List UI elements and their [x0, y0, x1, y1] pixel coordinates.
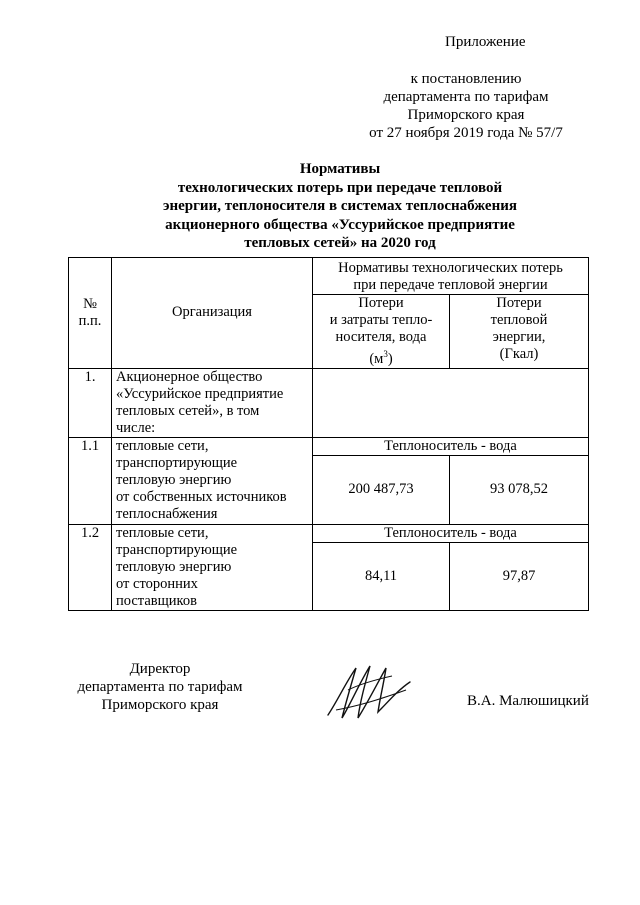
row-empty-values — [313, 368, 589, 437]
org-line: тепловые сети, — [116, 524, 209, 541]
header-number-line: № — [83, 295, 97, 312]
header-line: энергии, — [492, 329, 546, 345]
carrier-loss-value: 84,11 — [313, 543, 450, 611]
carrier-label: Теплоноситель - вода — [313, 437, 589, 455]
org-line: «Уссурийское предприятие — [116, 385, 284, 402]
table-header-row — [69, 258, 589, 295]
org-line: числе: — [116, 419, 156, 436]
header-norms-line: Нормативы технологических потерь — [338, 260, 563, 276]
signer-position-line: департамента по тарифам — [77, 679, 243, 695]
title-line: акционерного общества «Уссурийское предприятие — [165, 216, 515, 233]
document-title — [0, 160, 640, 253]
reference-line: Приморского края — [407, 107, 525, 123]
header-line: Потери — [496, 295, 542, 311]
title-line: Нормативы — [299, 161, 381, 177]
org-line: тепловую энергию — [116, 471, 232, 488]
handwritten-signature — [318, 660, 418, 725]
org-line: Акционерное общество — [116, 368, 263, 385]
org-line: теплоснабжения — [116, 505, 218, 522]
title-line: энергии, теплоносителя в системах теплоснабжения — [162, 198, 517, 214]
signer-position-line: Директор — [129, 661, 191, 677]
table-row — [69, 368, 589, 437]
header-heat-losses — [450, 295, 589, 369]
row-number: 1.2 — [69, 524, 112, 610]
heat-loss-value: 93 078,52 — [450, 455, 589, 524]
reference-line: к постановлению — [410, 71, 522, 87]
signer-name: В.А. Малюшицкий — [467, 693, 589, 709]
header-line: тепловой — [490, 312, 548, 328]
org-line: от собственных источников — [116, 488, 287, 505]
header-line: и затраты тепло- — [329, 312, 433, 328]
row-number: 1.1 — [69, 437, 112, 524]
header-number-line: п.п. — [78, 312, 102, 329]
appendix-label: Приложение — [445, 34, 526, 50]
resolution-reference — [336, 70, 596, 142]
reference-date-line: от 27 ноября 2019 года № 57/7 — [369, 125, 563, 141]
signer-position — [70, 660, 250, 714]
title-line: технологических потерь при передаче тепловой — [177, 179, 503, 196]
row-number: 1. — [69, 368, 112, 437]
header-carrier-losses — [313, 295, 450, 369]
row-organization — [112, 437, 313, 524]
row-organization — [112, 368, 313, 437]
header-norms-line: при передаче тепловой энергии — [353, 277, 548, 293]
header-unit: $(м^3)$ — [369, 349, 393, 367]
org-line: тепловых сетей», в том — [116, 402, 260, 419]
signer-position-line: Приморского края — [101, 697, 219, 713]
org-line: транспортирующие — [116, 454, 238, 471]
carrier-loss-value: 200 487,73 — [313, 455, 450, 524]
title-line: тепловых сетей» на 2020 год — [244, 235, 436, 251]
header-norms-group — [313, 258, 589, 295]
norms-table — [68, 257, 589, 611]
header-line: Потери — [358, 295, 404, 311]
header-organization: Организация — [112, 258, 313, 369]
table-row — [69, 437, 589, 455]
header-line: носителя, вода — [335, 329, 427, 345]
row-organization — [112, 524, 313, 610]
reference-line: департамента по тарифам — [383, 89, 549, 105]
header-line: (Гкал) — [499, 346, 539, 362]
table-row — [69, 524, 589, 542]
org-line: от сторонних — [116, 575, 198, 592]
org-line: тепловые сети, — [116, 437, 209, 454]
header-number — [69, 258, 112, 369]
carrier-label: Теплоноситель - вода — [313, 524, 589, 542]
org-line: тепловую энергию — [116, 558, 232, 575]
heat-loss-value: 97,87 — [450, 543, 589, 611]
org-line: транспортирующие — [116, 541, 238, 558]
org-line: поставщиков — [116, 592, 197, 609]
